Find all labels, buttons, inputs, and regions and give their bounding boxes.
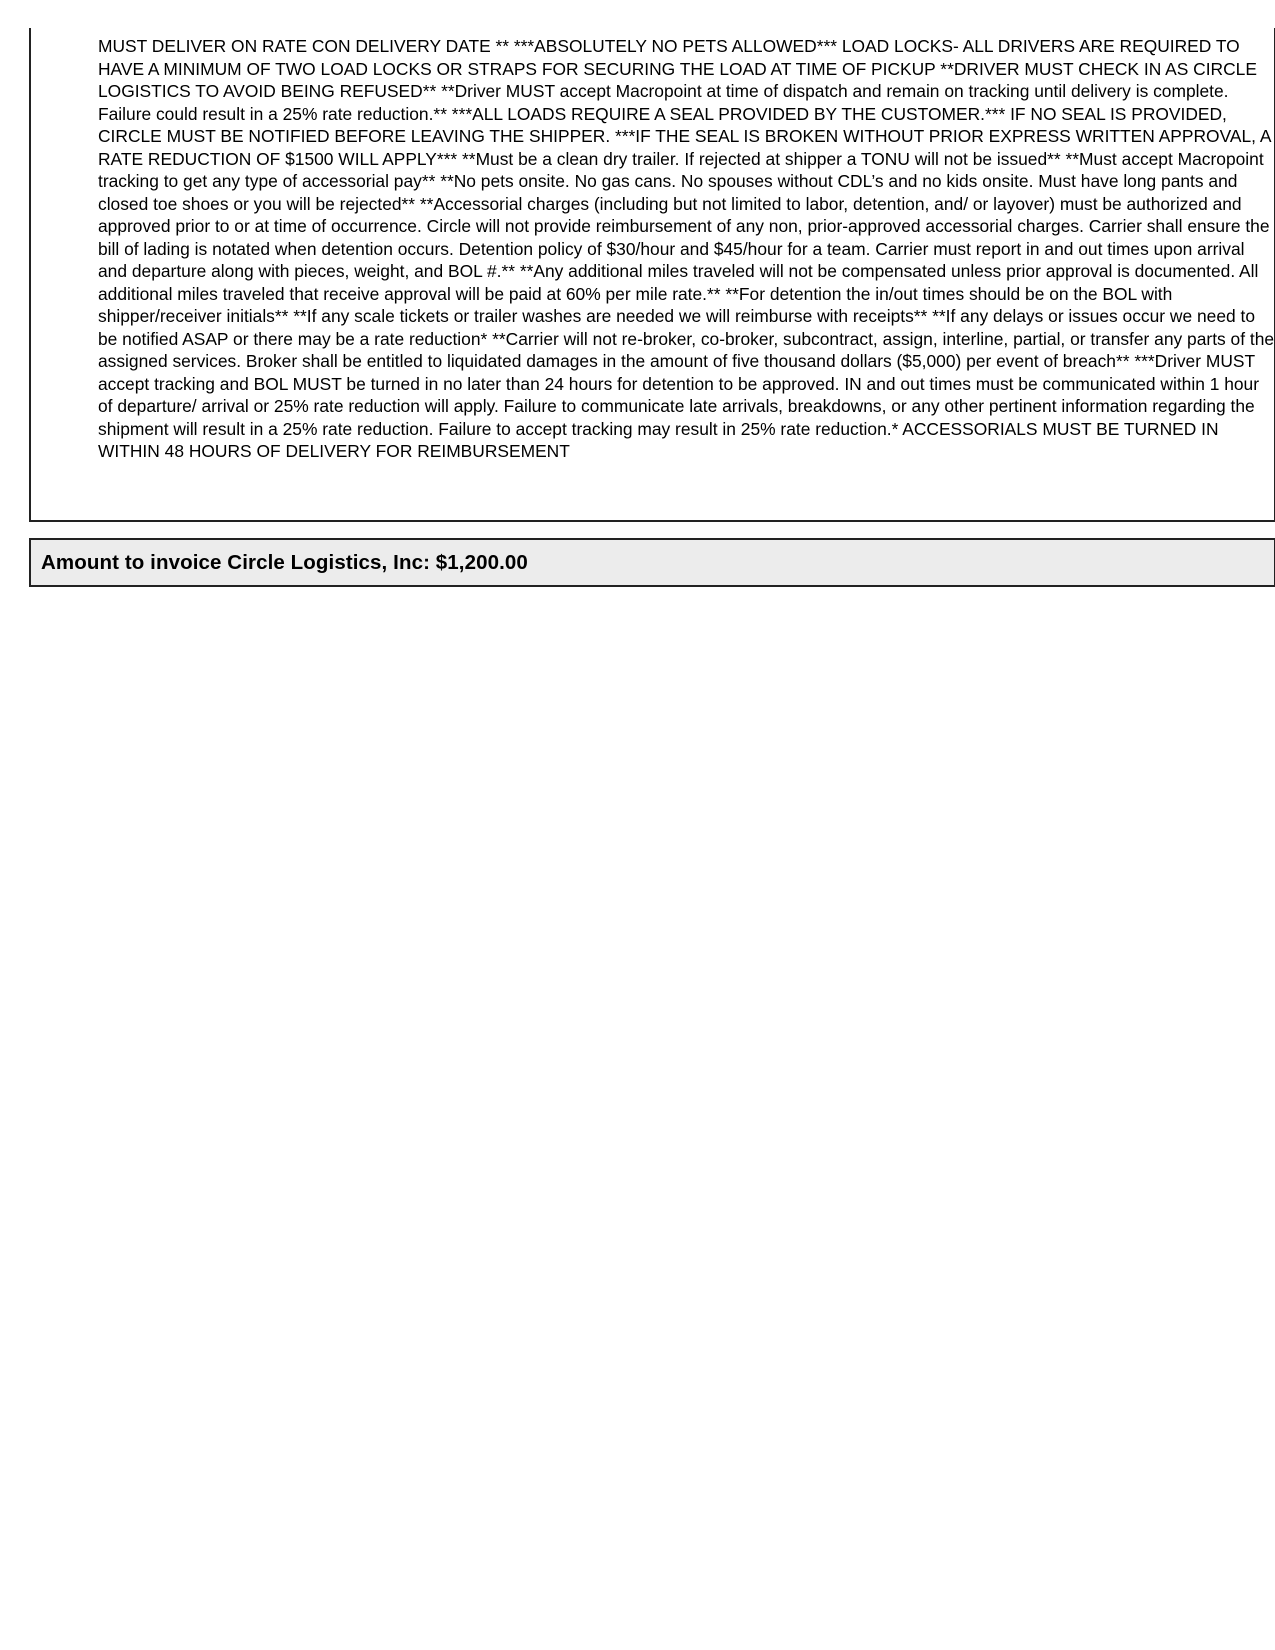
terms-conditions-text: MUST DELIVER ON RATE CON DELIVERY DATE ** ***ABSOLUTELY NO PETS ALLOWED*** LOAD LOCKS- ALL DRIVERS ARE REQUIRED TO HAVE A MINIMUM OF TWO LOAD LOCKS OR STRAPS FOR SECURING THE LOAD AT TIME OF PICKUP **DRIVER MUST CHECK IN AS CIRCLE LOGISTICS TO AVOID BEING REFUSED** **Driver MUST accept Macropoint at time of dispatch and remain on tracking until delivery is complete. Failure could result in a 25% rate reduction.** ***ALL LOADS REQUIRE A SEAL PROVIDED BY THE CUSTOMER.*** IF NO SEAL IS PROVIDED, CIRCLE MUST BE NOTIFIED BEFORE LEAVING THE SHIPPER. ***IF THE SEAL IS BROKEN WITHOUT PRIOR EXPRESS WRITTEN APPROVAL, A RATE REDUCTION OF $1500 WILL APPLY*** **Must be a clean dry trailer. If rejected at shipper a TONU will not be issued** **Must accept Macropoint tracking to get any type of accessorial pay** **No pets onsite. No gas cans. No spouses without CDL’s and no kids onsite. Must have long pants and closed toe shoes or you will be rejected** **Accessorial charges (including but not limited to labor, detention, and/ or layover) must be authorized and approved prior to or at time of occurrence. Circle will not provide reimbursement of any non, prior-approved accessorial charges. Carrier shall ensure the bill of lading is notated when detention occurs. Detention policy of $30/hour and $45/hour for a team. Carrier must report in and out times upon arrival and departure along with pieces, weight, and BOL #.** **Any additional miles traveled will not be compensated unless prior approval is documented. All additional miles traveled that receive approval will be paid at 60% per mile rate.** **For detention the in/out times should be on the BOL with shipper/receiver initials** **If any scale tickets or trailer washes are needed we will reimburse with receipts** **If any delays or issues occur we need to be notified ASAP or there may be a rate reduction* **Carrier will not re-broker, co-broker, subcontract, assign, interline, partial, or transfer any parts of the assigned services. Broker shall be entitled to liquidated damages in the amount of five thousand dollars ($5,000) per event of breach** ***Driver MUST accept tracking and BOL MUST be turned in no later than 24 hours for detention to be approved. IN and out times must be communicated within 1 hour of departure/ arrival or 25% rate reduction will apply. Failure to communicate late arrivals, breakdowns, or any other pertinent information regarding the shipment will result in a 25% rate reduction. Failure to accept tracking may result in 25% rate reduction.* ACCESSORIALS MUST BE TURNED IN WITHIN 48 HOURS OF DELIVERY FOR REIMBURSEMENT <box>98 36 1275 461</box>
invoice-amount-label: Amount to invoice Circle Logistics, Inc: $1,200.00 <box>41 550 528 574</box>
invoice-amount-section <box>29 538 1275 587</box>
terms-conditions-section <box>29 28 1275 522</box>
